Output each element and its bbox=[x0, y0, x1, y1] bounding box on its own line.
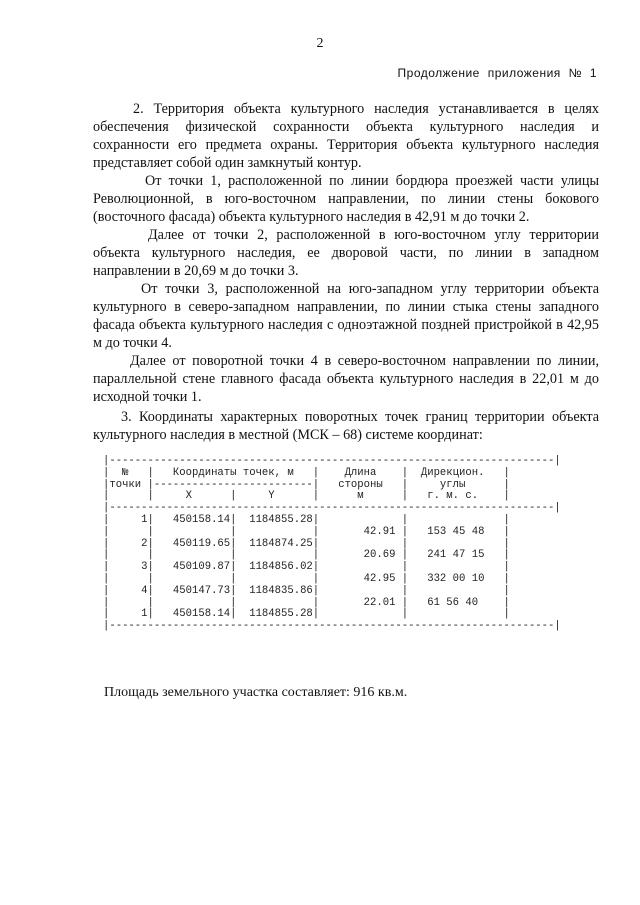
area-statement: Площадь земельного участка составляет: 916 кв.м. bbox=[104, 685, 408, 700]
coordinates-heading: 3. Координаты характерных поворотных точек границ территории объекта культурного наследия в местной (МСК – 68) системе координат: bbox=[93, 409, 599, 443]
page-number: 2 bbox=[316, 36, 324, 51]
paragraph-point-1: От точки 1, расположенной по линии бордюра проезжей части улицы Революционной, в юго-восточном направлении, по линии стены бокового (восточного фасада) объекта культурного наследия в 42,91 м до точки 2. bbox=[93, 173, 599, 225]
paragraph-point-3: От точки 3, расположенной на юго-западном углу территории объекта культурного в северо-западном направлении, по линии стыка стены западного фасада объекта культурного наследия с одноэтажной поздней пристройкой в 42,95 м до точки 4. bbox=[93, 281, 599, 351]
appendix-continuation-note: Продолжение приложения № 1 bbox=[397, 66, 597, 80]
boundary-description bbox=[93, 100, 599, 406]
paragraph-point-4: Далее от поворотной точки 4 в северо-восточном направлении по линии, параллельной стене главного фасада объекта культурного наследия в 22,01 м до исходной точки 1. bbox=[93, 353, 599, 405]
paragraph-territory: 2. Территория объекта культурного наследия устанавливается в целях обеспечения физической сохранности объекта культурного наследия и сохранности его предмета охраны. Территория объекта культурного наследия представляет собой один замкнутый контур. bbox=[93, 101, 599, 171]
coordinates-table-text: |----------------------------------------------------------------------| | № | Координаты точек, м | Длина | Дирекцион. | |точки |-------------------------| стороны | углы | | | X | Y | м | г. м. с. | |----------------------------------------------------------------------| | 1| 450158.14| 1184855.28| | | | | | | 42.91 | 153 45 48 | | 2| 450119.65| 1184874.25| | | | | | | 20.69 | 241 47 15 | | 3| 450109.87| 1184856.02| | | | | | | 42.95 | 332 00 10 | | 4| 450147.73| 1184835.86| | | | | | | 22.01 | 61 56 40 | | 1| 450158.14| 1184855.28| | | |----------------------------------------------------------------------| bbox=[103, 455, 561, 633]
coordinates-section bbox=[93, 408, 599, 444]
coordinates-table bbox=[103, 456, 561, 633]
paragraph-point-2: Далее от точки 2, расположенной в юго-восточном углу территории объекта культурного наследия, ее дворовой части, по линии в западном направлении в 20,69 м до точки 3. bbox=[93, 227, 599, 279]
